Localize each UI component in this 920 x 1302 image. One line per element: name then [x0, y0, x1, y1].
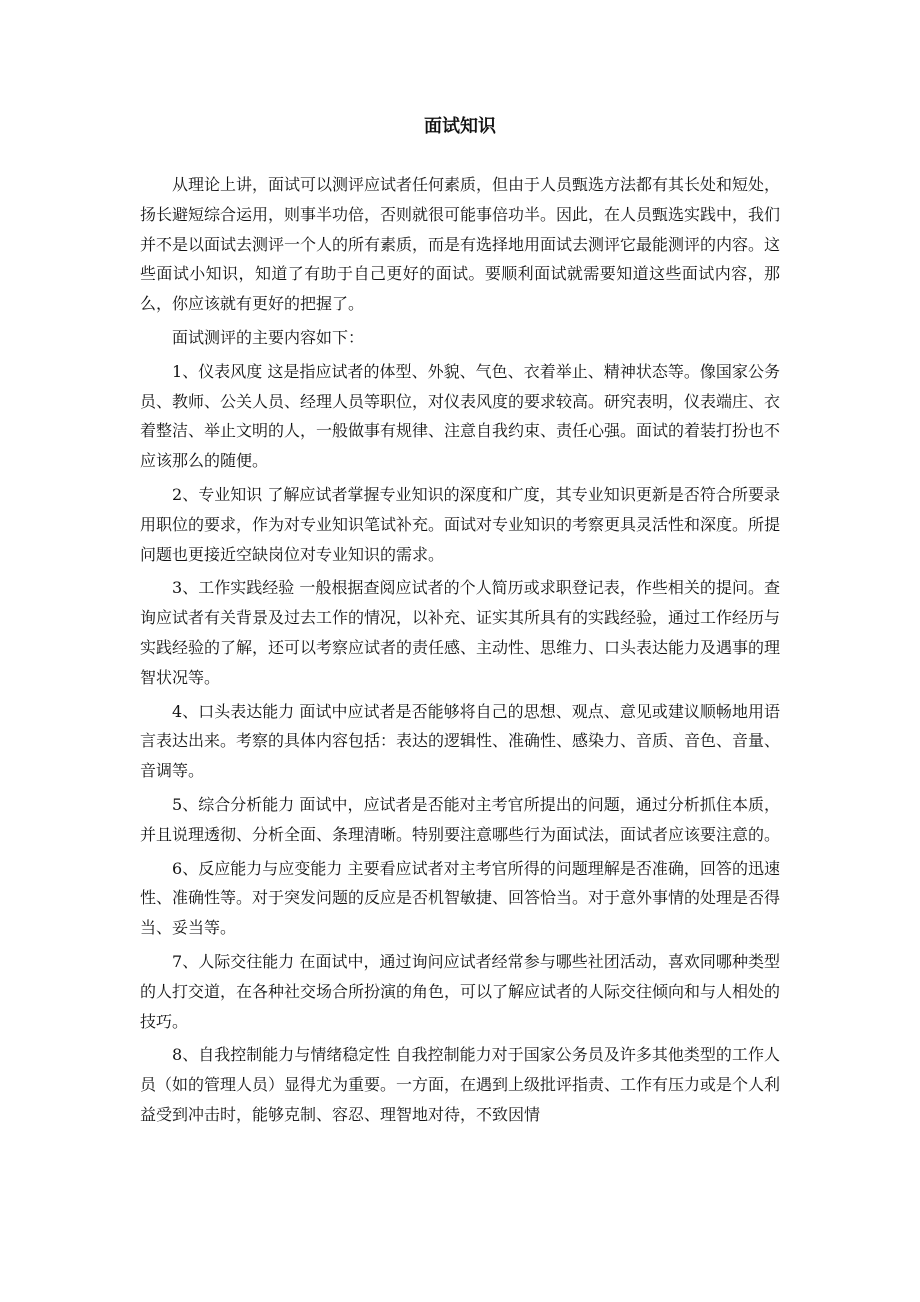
content-item-6: 6、反应能力与应变能力 主要看应试者对主考官所得的问题理解是否准确，回答的迅速性、准确性等。对于突发问题的反应是否机智敏捷、回答恰当。对于意外事情的处理是否得当、妥当等。 [140, 858, 781, 938]
content-item-1: 1、仪表风度 这是指应试者的体型、外貌、气色、衣着举止、精神状态等。像国家公务员、教师、公关人员、经理人员等职位，对仪表风度的要求较高。研究表明，仪表端庄、衣着整洁、举止文明的人，一般做事有规律、注意自我约束、责任心强。面试的着装打扮也不应该那么的随便。 [140, 361, 781, 471]
content-item-3: 3、工作实践经验 一般根据查阅应试者的个人简历或求职登记表，作些相关的提问。查询应试者有关背景及过去工作的情况，以补充、证实其所具有的实践经验，通过工作经历与实践经验的了解，还可以考察应试者的责任感、主动性、思维力、口头表达能力及遇事的理智状况等。 [140, 578, 781, 687]
content-item-7: 7、人际交往能力 在面试中，通过询问应试者经常参与哪些社团活动，喜欢同哪种类型的人打交道，在各种社交场合所扮演的角色，可以了解应试者的人际交往倾向和与人相处的技巧。 [140, 951, 781, 1031]
intro-paragraph: 从理论上讲，面试可以测评应试者任何素质，但由于人员甄选方法都有其长处和短处，扬长避短综合运用，则事半功倍，否则就很可能事倍功半。因此，在人员甄选实践中，我们并不是以面试去测评一个人的所有素质，而是有选择地用面试去测评它最能测评的内容。这些面试小知识，知道了有助于自己更好的面试。要顺利面试就需要知道这些面试内容，那么，你应该就有更好的把握了。 [140, 175, 781, 314]
content-item-5: 5、综合分析能力 面试中，应试者是否能对主考官所提出的问题，通过分析抓住本质，并且说理透彻、分析全面、条理清晰。特别要注意哪些行为面试法，面试者应该要注意的。 [140, 794, 781, 844]
document-body [140, 112, 780, 1130]
content-item-2: 2、专业知识 了解应试者掌握专业知识的深度和广度，其专业知识更新是否符合所要录用职位的要求，作为对专业知识笔试补充。面试对专业知识的考察更具灵活性和深度。所提问题也更接近空缺岗位对专业知识的需求。 [140, 484, 781, 564]
content-item-4: 4、口头表达能力 面试中应试者是否能够将自己的思想、观点、意见或建议顺畅地用语言表达出来。考察的具体内容包括：表达的逻辑性、准确性、感染力、音质、音色、音量、音调等。 [140, 701, 781, 781]
page-title: 面试知识 [424, 116, 496, 137]
lead-paragraph: 面试测评的主要内容如下： [172, 327, 365, 347]
content-item-8: 8、自我控制能力与情绪稳定性 自我控制能力对于国家公务员及许多其他类型的工作人员（如的管理人员）显得尤为重要。一方面，在遇到上级批评指责、工作有压力或是个人利益受到冲击时，能够克制、容忍、理智地对待，不致因情 [140, 1045, 781, 1124]
